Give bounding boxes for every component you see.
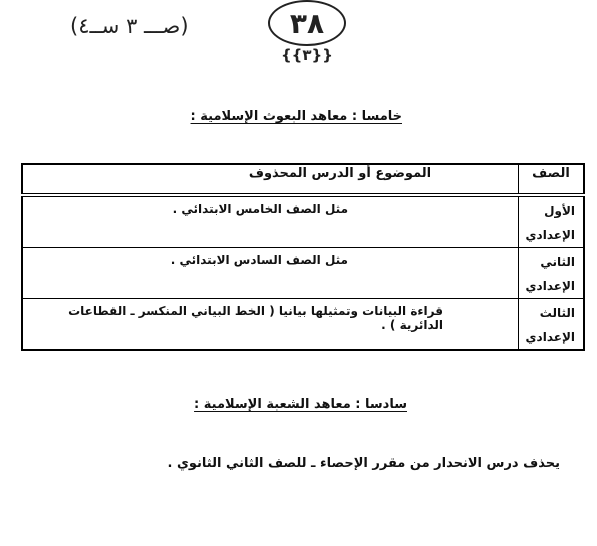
grade-level: الإعدادي <box>525 228 575 242</box>
section-6-note: يحذف درس الانحدار من مقرر الإحصاء ـ للصف الثاني الثانوي . <box>167 456 560 471</box>
topic-cell: مثل الصف السادس الابتدائي . <box>22 248 519 299</box>
section-5-heading: خامسا : معاهد البعوث الإسلامية : <box>190 109 402 124</box>
grade-level: الإعدادي <box>525 279 575 293</box>
handwritten-reference: (صـــ ٣ ســ٤) <box>70 14 189 38</box>
table-row <box>22 299 584 351</box>
topic-cell: قراءة البيانات وتمثيلها بيانيا ( الخط البياني المنكسر ـ القطاعات الدائرية ) . <box>22 299 519 351</box>
grade-level: الإعدادي <box>525 330 575 344</box>
circled-page-number <box>268 0 346 46</box>
grade-cell <box>519 195 585 248</box>
grade-name: الأول <box>544 204 575 218</box>
header-topic: الموضوع أو الدرس المحذوف <box>22 164 519 195</box>
table-row <box>22 195 584 248</box>
table-header-row <box>22 164 584 195</box>
header-grade: الصف <box>519 164 585 195</box>
page-sub-number: {{٣}} <box>281 46 333 64</box>
grade-cell <box>519 248 585 299</box>
grade-cell <box>519 299 585 351</box>
deleted-topics-table <box>21 163 585 351</box>
table-row <box>22 248 584 299</box>
page-number: ٣٨ <box>289 6 325 40</box>
section-6-heading: سادسا : معاهد الشعبة الإسلامية : <box>194 397 407 412</box>
grade-name: الثالث <box>539 306 575 320</box>
topic-cell: مثل الصف الخامس الابتدائي . <box>22 195 519 248</box>
grade-name: الثاني <box>540 255 575 269</box>
